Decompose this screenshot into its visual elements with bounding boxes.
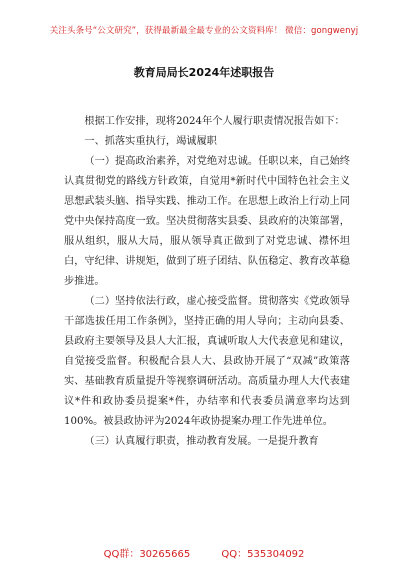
qq-group: QQ群：30265665 — [103, 549, 191, 560]
document-title: 教育局局长2024年述职报告 — [133, 66, 275, 79]
section-heading: 一、抓落实重执行，竭诚履职 — [84, 136, 217, 147]
paragraph-political: （一）提高政治素养，对党绝对忠诚。任职以来，自己始终认真贯彻党的路线方针政策，自觉用*新时代中国特色社会主义思想武装头脑、指导实践、推动工作。在思想上政治上行动上同党中央保持高度一致。坚决贯彻落实县委、县政府的决策部署，服从组织，服从大局，服从领导真正做到了对党忠诚、襟怀坦白，守纪律、讲规矩，做到了班子团结、队伍稳定、教育改革稳步推进。 — [64, 156, 350, 287]
promo-header: 关注头条号“公文研究”，获得最新最全最专业的公文资料库！ 微信：gongwenyj — [49, 26, 359, 36]
paragraph-duties: （三）认真履行职责，推动教育发展。一是提升教育 — [84, 436, 319, 447]
qq-number: QQ：535304092 — [221, 549, 305, 560]
paragraph-supervision: （二）坚持依法行政，虚心接受监督。贯彻落实《党政领导干部选拔任用工作条例》，坚持正确的用人导向；主动向县委、县政府主要领导及县人大汇报，真诚听取人大代表意见和建议，自觉接受监督。积极配合县人大、县政协开展了“双减”政策落实、基础教育质量提升等视察调研活动。高质量办理人大代表建议*件和政协委员提案*件，办结率和代表委员满意率均达到100%。被县政协评为2024年政协提案办理工作先进单位。 — [64, 296, 350, 427]
contact-footer — [0, 545, 408, 560]
document-body — [64, 112, 350, 452]
intro-paragraph: 根据工作安排，现将2024年个人履行职责情况报告如下： — [84, 116, 345, 127]
